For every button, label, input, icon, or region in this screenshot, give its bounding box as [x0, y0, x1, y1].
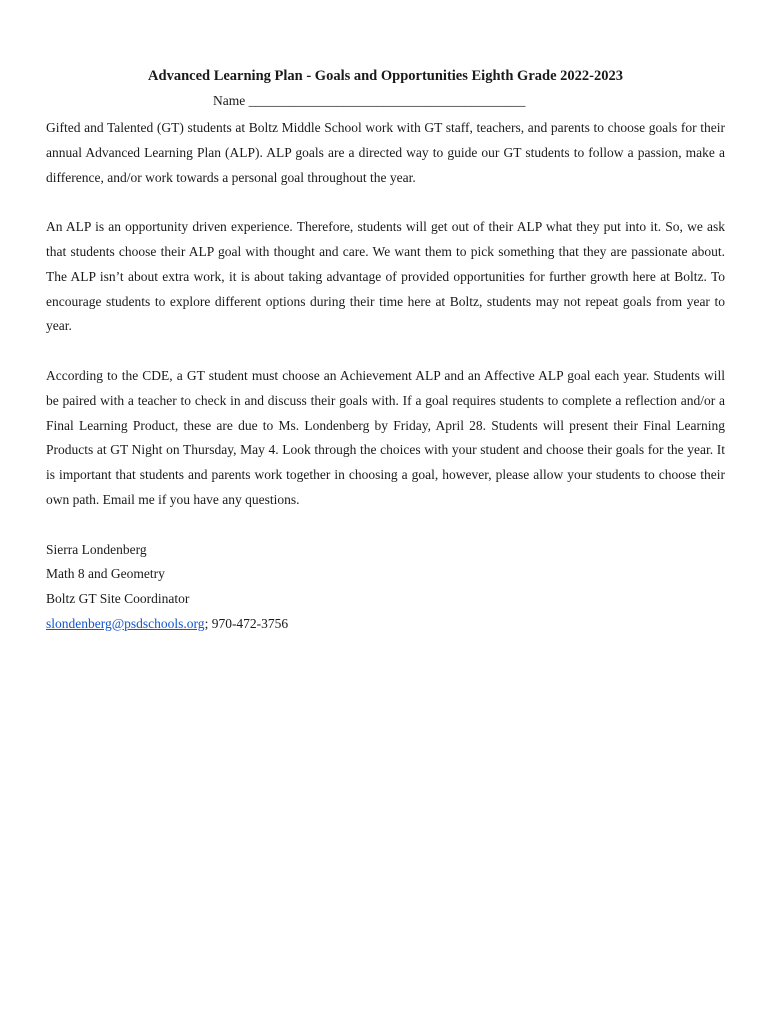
signature-block — [46, 538, 725, 637]
intro-paragraph: Gifted and Talented (GT) students at Boltz Middle School work with GT staff, teachers, and parents to choose goals for their annual Advanced Learning Plan (ALP). ALP goals are a directed way to guide our GT students to follow a passion, make a difference, and/or work towards a personal goal throughout the year. — [46, 120, 725, 185]
name-blank: _________________________________________ — [248, 93, 526, 108]
opportunity-paragraph: An ALP is an opportunity driven experience. Therefore, students will get out of their ALP what they put into it. So, we ask that students choose their ALP goal with thought and care. We want them to pick something that they are passionate about. The ALP isn’t about extra work, it is about taking advantage of provided opportunities for further growth here at Boltz. To encourage students to explore different options during their time here at Boltz, students may not repeat goals from year to year. — [46, 219, 725, 334]
signature-contact — [46, 612, 725, 637]
signature-position: Boltz GT Site Coordinator — [46, 591, 190, 607]
name-field-line — [46, 91, 725, 111]
document-title: Advanced Learning Plan - Goals and Opportunities Eighth Grade 2022-2023 — [148, 68, 623, 84]
phone-number: ; 970-472-3756 — [204, 615, 289, 631]
signature-role: Math 8 and Geometry — [46, 566, 165, 582]
email-link[interactable]: slondenberg@psdschools.org — [46, 615, 205, 631]
name-label: Name — [213, 93, 246, 108]
requirements-paragraph: According to the CDE, a GT student must choose an Achievement ALP and an Affective ALP goal each year. Students will be paired with a teacher to check in and discuss their goals with. If a goal requires students to complete a reflection and/or a Final Learning Product, these are due to Ms. Londenberg by Friday, April 28. Students will present their Final Learning Products at GT Night on Thursday, May 4. Look through the choices with your student and choose their goals for the year. It is important that students and parents work together in choosing a goal, however, please allow your students to choose their own path. Email me if you have any questions. — [46, 367, 725, 507]
document-page — [46, 66, 725, 637]
signature-name: Sierra Londenberg — [46, 541, 147, 557]
